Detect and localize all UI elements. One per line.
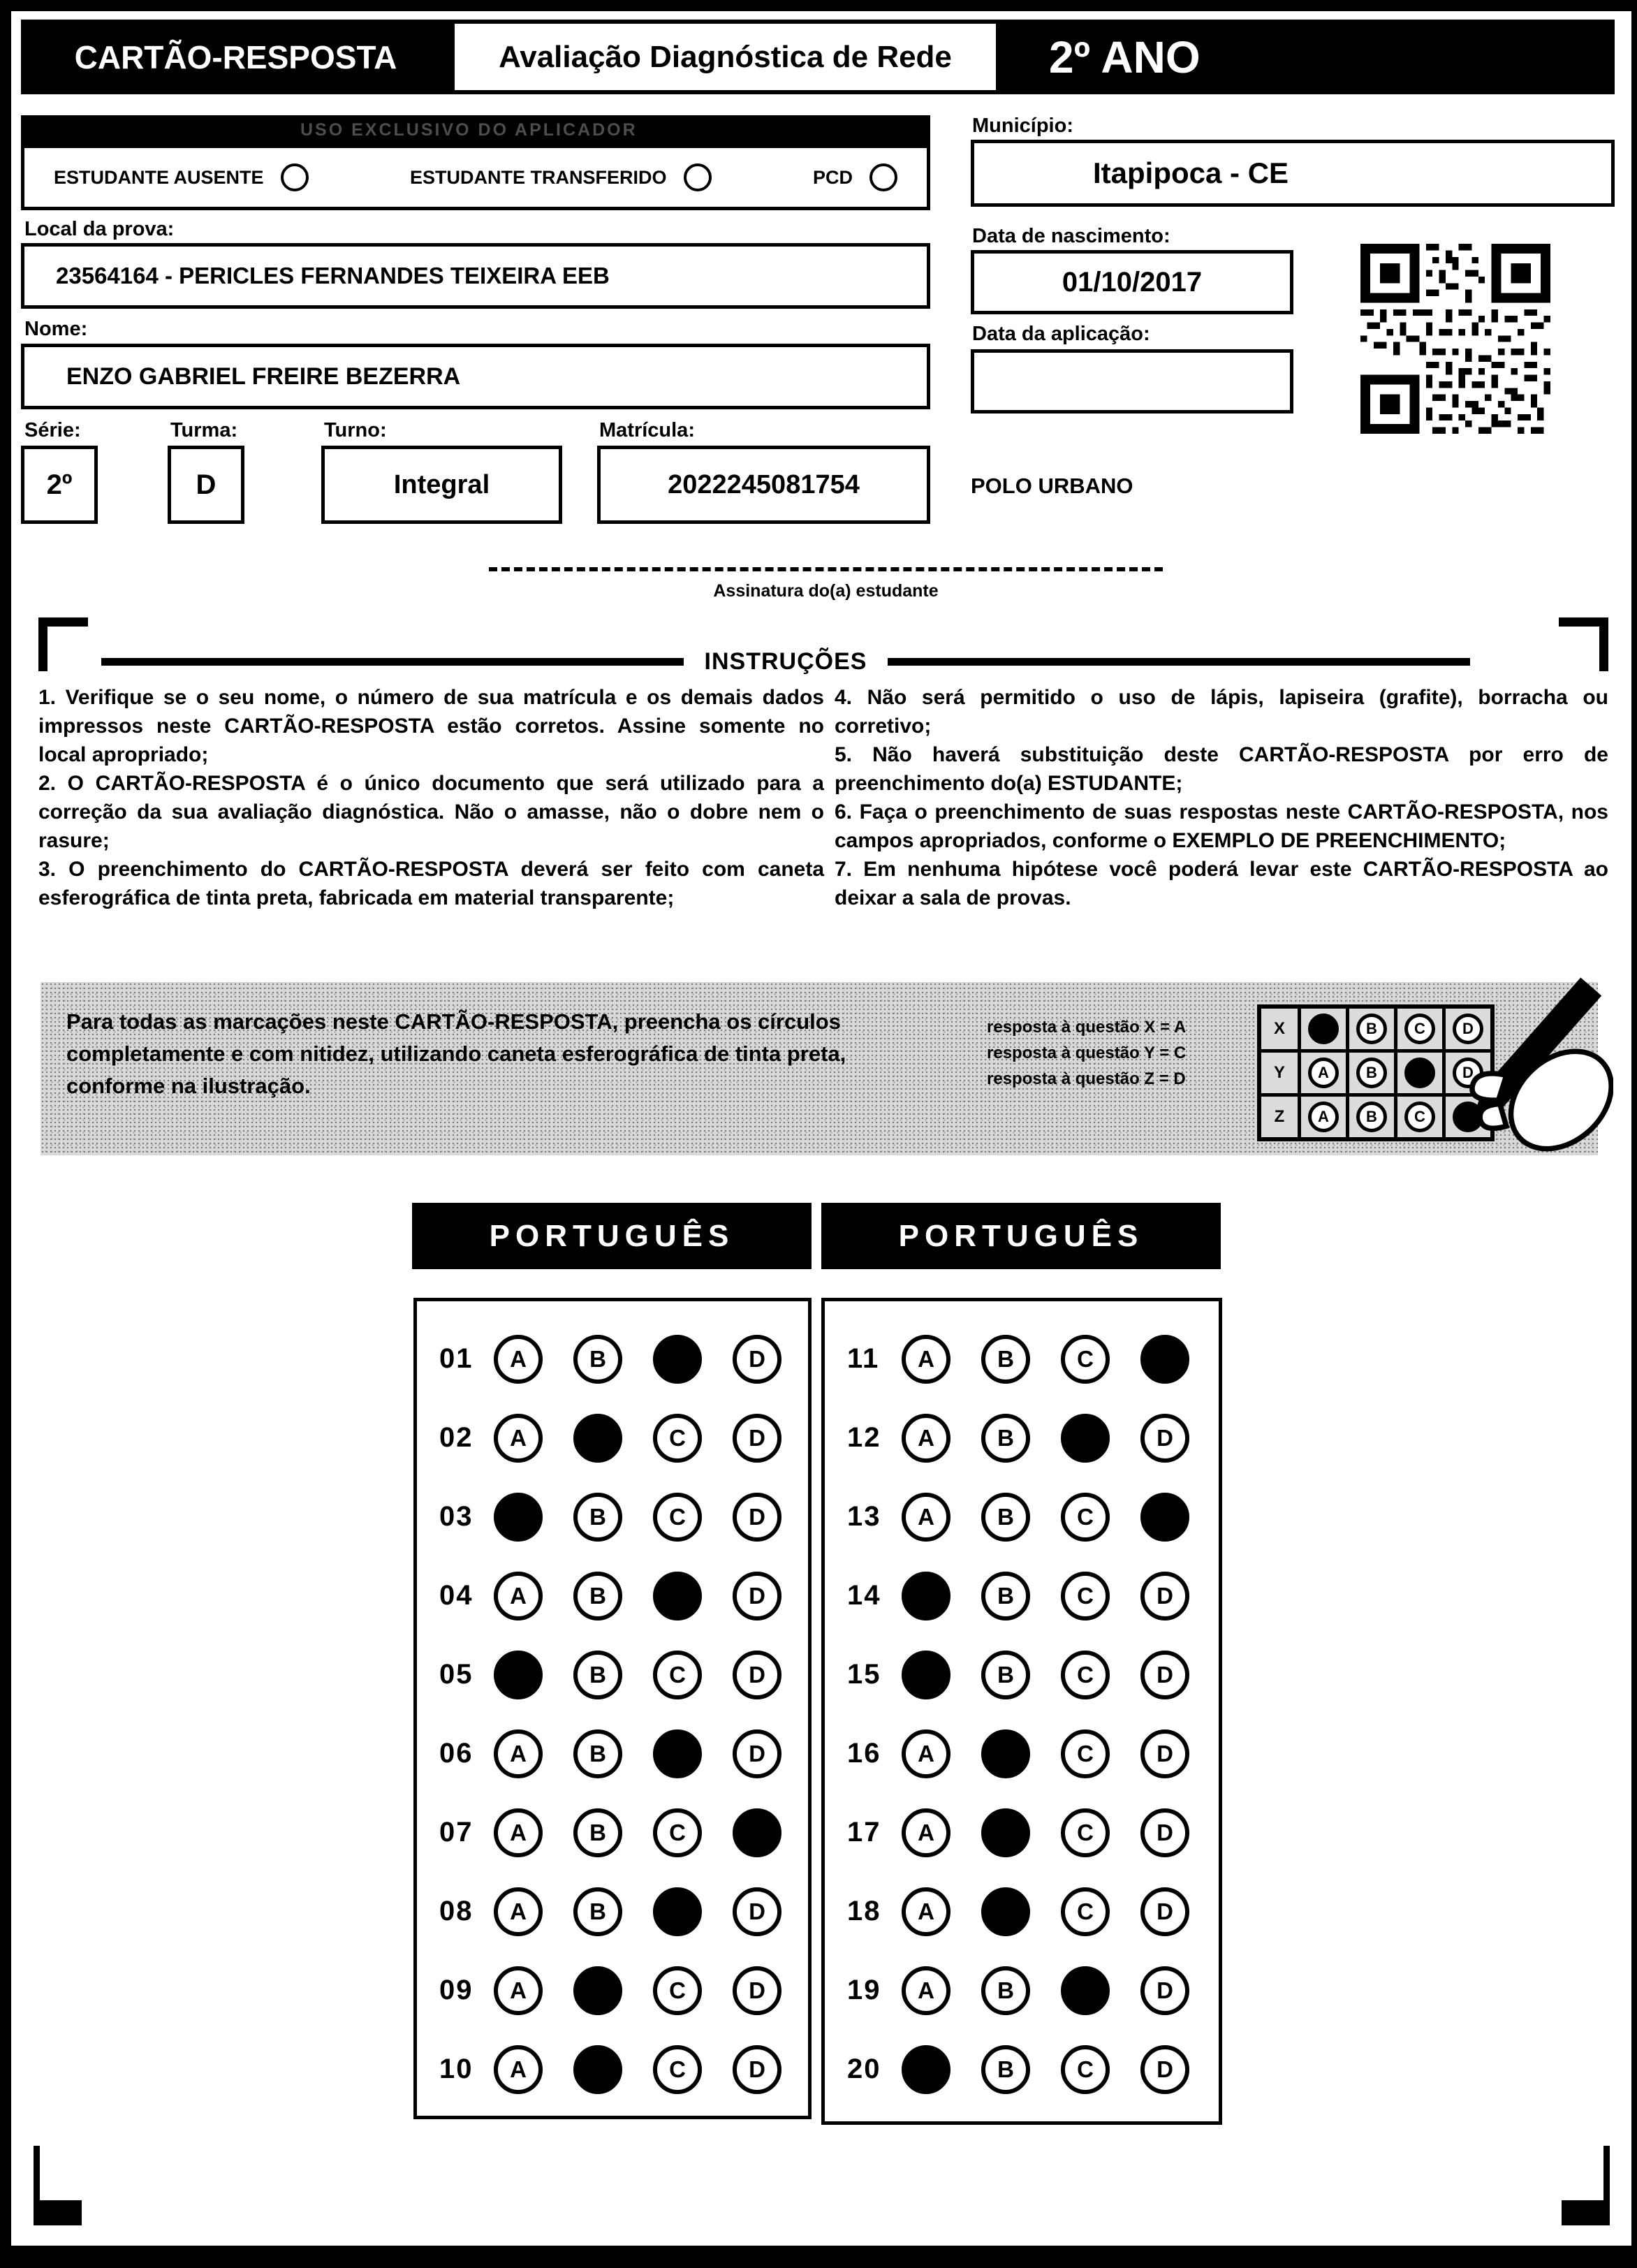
bubble-20-D[interactable]: D <box>1140 2045 1189 2094</box>
bubble-07-B[interactable]: B <box>573 1808 622 1857</box>
question-row-09 <box>417 1951 808 2030</box>
question-number: 15 <box>847 1659 881 1690</box>
instruction-item: 7. Em nenhuma hipótese você poderá levar este CARTÃO-RESPOSTA ao deixar a sala de provas. <box>835 858 1608 909</box>
data-nascimento-label: Data de nascimento: <box>972 225 1170 247</box>
example-bubble-X-A <box>1308 1014 1339 1044</box>
bubble-06-C[interactable] <box>653 1729 702 1778</box>
bubble-16-C[interactable]: C <box>1061 1729 1110 1778</box>
question-row-20 <box>825 2030 1219 2109</box>
rule-line <box>101 658 684 666</box>
bubble-04-C[interactable] <box>653 1572 702 1620</box>
bubble-11-D[interactable] <box>1140 1335 1189 1384</box>
hand-pen-illustration <box>1418 972 1613 1168</box>
bubble-19-C[interactable] <box>1061 1966 1110 2015</box>
instruction-item: 6. Faça o preenchimento de suas respostas neste CARTÃO-RESPOSTA, nos campos apropriados, conforme o EXEMPLO DE PREENCHIMENTO; <box>835 800 1608 852</box>
signature-label: Assinatura do(a) estudante <box>713 581 939 601</box>
subject-header-portugues-2: PORTUGUÊS <box>821 1203 1221 1269</box>
applicator-bar-label: USO EXCLUSIVO DO APLICADOR <box>300 119 638 140</box>
qr-code <box>1360 239 1550 439</box>
bubble-08-B[interactable]: B <box>573 1887 622 1936</box>
bubble-06-D[interactable]: D <box>733 1729 781 1778</box>
bubble-13-A[interactable]: A <box>902 1493 950 1542</box>
nome-value: ENZO GABRIEL FREIRE BEZERRA <box>21 344 930 409</box>
bubble-08-C[interactable] <box>653 1887 702 1936</box>
serie-label: Série: <box>24 419 81 441</box>
question-number: 11 <box>847 1343 880 1374</box>
example-grid-cell <box>1301 1009 1346 1049</box>
bubble-03-B[interactable]: B <box>573 1493 622 1542</box>
corner-mark-bottom-right <box>1562 2146 1610 2225</box>
question-number: 19 <box>847 1975 881 2005</box>
bubble-10-B[interactable] <box>573 2045 622 2094</box>
bubble-01-B[interactable]: B <box>573 1335 622 1384</box>
bubble-07-C[interactable]: C <box>653 1808 702 1857</box>
polo-label: POLO URBANO <box>971 474 1133 498</box>
bubble-01-C[interactable] <box>653 1335 702 1384</box>
question-number: 16 <box>847 1738 881 1769</box>
bubble-10-D[interactable]: D <box>733 2045 781 2094</box>
bubble-02-A[interactable]: A <box>494 1414 543 1463</box>
bubble-11-B[interactable]: B <box>981 1335 1030 1384</box>
example-row-label: X <box>1273 1019 1285 1038</box>
status-option-label: ESTUDANTE AUSENTE <box>54 166 264 188</box>
turma-value: D <box>168 446 244 524</box>
example-text: Para todas as marcações neste CARTÃO-RESPOSTA, preencha os círculos completamente e com nitidez, utilizando caneta esferográfica de tinta preta, conforme na ilustração. <box>66 1009 846 1098</box>
example-bubble-X-D: D <box>1453 1014 1483 1044</box>
bubble-05-C[interactable]: C <box>653 1651 702 1699</box>
instructions-header <box>101 648 1470 675</box>
question-number: 05 <box>439 1659 474 1690</box>
local-da-prova-value: 23564164 - PERICLES FERNANDES TEIXEIRA EEB <box>21 243 930 309</box>
bubble-20-B[interactable]: B <box>981 2045 1030 2094</box>
bubble-03-D[interactable]: D <box>733 1493 781 1542</box>
bubble-09-D[interactable]: D <box>733 1966 781 2015</box>
matricula-label: Matrícula: <box>599 419 695 441</box>
bubble-13-B[interactable]: B <box>981 1493 1030 1542</box>
bubble-17-A[interactable]: A <box>902 1808 950 1857</box>
local-da-prova-label: Local da prova: <box>24 218 175 240</box>
status-option-transferido <box>410 163 712 191</box>
question-row-01 <box>417 1319 808 1398</box>
card-title: CARTÃO-RESPOSTA <box>21 20 450 94</box>
question-number: 03 <box>439 1501 474 1532</box>
question-row-02 <box>417 1398 808 1477</box>
example-grid-cell <box>1349 1053 1394 1093</box>
municipio-label: Município: <box>972 115 1073 137</box>
bubble-05-B[interactable]: B <box>573 1651 622 1699</box>
bubble-05-D[interactable]: D <box>733 1651 781 1699</box>
instructions-right <box>835 683 1608 912</box>
example-answer-line: resposta à questão Y = C <box>987 1044 1187 1062</box>
bubble-02-C[interactable]: C <box>653 1414 702 1463</box>
question-number: 07 <box>439 1817 474 1848</box>
question-row-07 <box>417 1793 808 1872</box>
estudante-ausente-circle[interactable] <box>281 163 309 191</box>
status-option-label: PCD <box>812 166 853 188</box>
bubble-12-B[interactable]: B <box>981 1414 1030 1463</box>
status-option-pcd <box>813 163 897 191</box>
subject-header-portugues-1: PORTUGUÊS <box>412 1203 812 1269</box>
example-grid-cell <box>1349 1009 1394 1049</box>
bubble-17-B[interactable] <box>981 1808 1030 1857</box>
question-row-13 <box>825 1477 1219 1556</box>
answer-grid-2 <box>821 1298 1222 2125</box>
question-row-06 <box>417 1714 808 1793</box>
applicator-bar <box>21 115 930 145</box>
bubble-01-A[interactable]: A <box>494 1335 543 1384</box>
bubble-16-D[interactable]: D <box>1140 1729 1189 1778</box>
matricula-value: 2022245081754 <box>597 446 930 524</box>
example-grid-cell <box>1301 1053 1346 1093</box>
instruction-item: 3. O preenchimento do CARTÃO-RESPOSTA deverá ser feito com caneta esferográfica de tinta preta, fabricada em material transparente; <box>38 858 824 909</box>
bubble-12-A[interactable]: A <box>902 1414 950 1463</box>
bubble-15-B[interactable]: B <box>981 1651 1030 1699</box>
question-row-08 <box>417 1872 808 1951</box>
example-grid-cell <box>1349 1097 1394 1137</box>
bubble-15-D[interactable]: D <box>1140 1651 1189 1699</box>
example-grid-cell <box>1261 1097 1298 1137</box>
question-number: 14 <box>847 1580 881 1611</box>
bubble-18-B[interactable] <box>981 1887 1030 1936</box>
example-grid-cell <box>1261 1053 1298 1093</box>
question-number: 02 <box>439 1422 474 1453</box>
question-number: 20 <box>847 2054 881 2084</box>
bubble-02-B[interactable] <box>573 1414 622 1463</box>
example-bubble-Y-B: B <box>1356 1058 1387 1088</box>
question-number: 08 <box>439 1896 474 1926</box>
bubble-16-B[interactable] <box>981 1729 1030 1778</box>
data-nascimento-value: 01/10/2017 <box>971 250 1293 314</box>
bubble-12-C[interactable] <box>1061 1414 1110 1463</box>
example-grid-cell <box>1261 1009 1298 1049</box>
bubble-16-A[interactable]: A <box>902 1729 950 1778</box>
assessment-title: Avaliação Diagnóstica de Rede <box>450 20 1000 94</box>
bubble-14-A[interactable] <box>902 1572 950 1620</box>
turma-label: Turma: <box>170 419 238 441</box>
question-row-12 <box>825 1398 1219 1477</box>
scan-frame-top <box>0 0 1637 11</box>
question-row-14 <box>825 1556 1219 1635</box>
bubble-06-B[interactable]: B <box>573 1729 622 1778</box>
scan-frame-left <box>0 0 11 2268</box>
example-bubble-Z-B: B <box>1356 1102 1387 1132</box>
bubble-18-D[interactable]: D <box>1140 1887 1189 1936</box>
bubble-11-A[interactable]: A <box>902 1335 950 1384</box>
question-number: 10 <box>439 2054 474 2084</box>
corner-mark-bottom-left <box>34 2146 82 2225</box>
bubble-08-A[interactable]: A <box>494 1887 543 1936</box>
turno-label: Turno: <box>324 419 387 441</box>
bubble-04-A[interactable]: A <box>494 1572 543 1620</box>
corner-mark-top-right <box>1559 617 1608 671</box>
question-number: 13 <box>847 1501 881 1532</box>
question-number: 01 <box>439 1343 474 1374</box>
bubble-18-A[interactable]: A <box>902 1887 950 1936</box>
answer-grid-1 <box>413 1298 812 2119</box>
bubble-09-A[interactable]: A <box>494 1966 543 2015</box>
bubble-01-D[interactable]: D <box>733 1335 781 1384</box>
bubble-04-B[interactable]: B <box>573 1572 622 1620</box>
instruction-item: 4. Não será permitido o uso de lápis, lapiseira (grafite), borracha ou corretivo; <box>835 686 1608 738</box>
scan-frame-bottom <box>0 2246 1637 2268</box>
question-row-10 <box>417 2030 808 2109</box>
bubble-09-C[interactable]: C <box>653 1966 702 2015</box>
bubble-02-D[interactable]: D <box>733 1414 781 1463</box>
bubble-17-D[interactable]: D <box>1140 1808 1189 1857</box>
bubble-17-C[interactable]: C <box>1061 1808 1110 1857</box>
data-aplicacao-label: Data da aplicação: <box>972 323 1150 345</box>
bubble-13-C[interactable]: C <box>1061 1493 1110 1542</box>
bubble-19-B[interactable]: B <box>981 1966 1030 2015</box>
example-bubble-X-C: C <box>1404 1014 1435 1044</box>
instruction-item: 1. Verifique se o seu nome, o número de sua matrícula e os demais dados impressos neste CARTÃO-RESPOSTA estão corretos. Assine somente no local apropriado; <box>38 686 824 766</box>
bubble-18-C[interactable]: C <box>1061 1887 1110 1936</box>
instructions-title: INSTRUÇÕES <box>704 648 867 675</box>
instruction-item: 5. Não haverá substituição deste CARTÃO-RESPOSTA por erro de preenchimento do(a) ESTUDANTE; <box>835 743 1608 795</box>
bubble-05-A[interactable] <box>494 1651 543 1699</box>
example-answer-line: resposta à questão Z = D <box>987 1069 1186 1088</box>
instruction-item: 2. O CARTÃO-RESPOSTA é o único documento que será utilizado para a correção da sua avaliação diagnóstica. Não o amasse, não o dobre nem o rasure; <box>38 772 824 852</box>
example-bubble-X-B: B <box>1356 1014 1387 1044</box>
bubble-20-C[interactable]: C <box>1061 2045 1110 2094</box>
nome-label: Nome: <box>24 318 88 340</box>
example-row-label: Z <box>1274 1107 1285 1126</box>
question-number: 12 <box>847 1422 881 1453</box>
instructions-left <box>38 683 824 912</box>
bubble-03-C[interactable]: C <box>653 1493 702 1542</box>
scan-frame-right <box>1631 0 1637 2268</box>
bubble-14-C[interactable]: C <box>1061 1572 1110 1620</box>
bubble-03-A[interactable] <box>494 1493 543 1542</box>
example-bubble-Z-C: C <box>1404 1102 1435 1132</box>
bubble-15-C[interactable]: C <box>1061 1651 1110 1699</box>
bubble-09-B[interactable] <box>573 1966 622 2015</box>
turno-value: Integral <box>321 446 562 524</box>
bubble-11-C[interactable]: C <box>1061 1335 1110 1384</box>
bubble-19-D[interactable]: D <box>1140 1966 1189 2015</box>
status-options-box <box>21 145 930 210</box>
grade-label: 2º ANO <box>1000 20 1615 94</box>
rule-line <box>888 658 1470 666</box>
bubble-14-B[interactable]: B <box>981 1572 1030 1620</box>
example-answer-line: resposta à questão X = A <box>987 1018 1187 1037</box>
example-answer-lines <box>987 1014 1186 1092</box>
question-row-03 <box>417 1477 808 1556</box>
question-number: 04 <box>439 1580 474 1611</box>
bubble-20-A[interactable] <box>902 2045 950 2094</box>
bubble-07-D[interactable] <box>733 1808 781 1857</box>
bubble-19-A[interactable]: A <box>902 1966 950 2015</box>
example-bubble-Y-D: D <box>1453 1058 1483 1088</box>
question-row-04 <box>417 1556 808 1635</box>
serie-value: 2º <box>21 446 98 524</box>
status-option-label: ESTUDANTE TRANSFERIDO <box>410 166 667 188</box>
signature-line <box>489 567 1163 571</box>
corner-mark-top-left <box>38 617 88 671</box>
bubble-08-D[interactable]: D <box>733 1887 781 1936</box>
bubble-07-A[interactable]: A <box>494 1808 543 1857</box>
example-row-label: Y <box>1273 1063 1285 1082</box>
question-row-05 <box>417 1635 808 1714</box>
bubble-10-A[interactable]: A <box>494 2045 543 2094</box>
pcd-circle[interactable] <box>869 163 897 191</box>
status-option-ausente <box>54 163 309 191</box>
bubble-14-D[interactable]: D <box>1140 1572 1189 1620</box>
example-bubble-Z-A: A <box>1308 1102 1339 1132</box>
bubble-10-C[interactable]: C <box>653 2045 702 2094</box>
data-aplicacao-value <box>971 349 1293 414</box>
municipio-value: Itapipoca - CE <box>971 140 1615 207</box>
question-row-15 <box>825 1635 1219 1714</box>
question-row-17 <box>825 1793 1219 1872</box>
question-row-16 <box>825 1714 1219 1793</box>
bubble-04-D[interactable]: D <box>733 1572 781 1620</box>
question-number: 17 <box>847 1817 881 1848</box>
bubble-15-A[interactable] <box>902 1651 950 1699</box>
question-row-11 <box>825 1319 1219 1398</box>
bubble-13-D[interactable] <box>1140 1493 1189 1542</box>
bubble-06-A[interactable]: A <box>494 1729 543 1778</box>
estudante-transferido-circle[interactable] <box>684 163 712 191</box>
bubble-12-D[interactable]: D <box>1140 1414 1189 1463</box>
example-bubble-Y-A: A <box>1308 1058 1339 1088</box>
question-row-19 <box>825 1951 1219 2030</box>
question-number: 06 <box>439 1738 474 1769</box>
question-row-18 <box>825 1872 1219 1951</box>
question-number: 18 <box>847 1896 881 1926</box>
question-number: 09 <box>439 1975 474 2005</box>
example-grid-cell <box>1301 1097 1346 1137</box>
